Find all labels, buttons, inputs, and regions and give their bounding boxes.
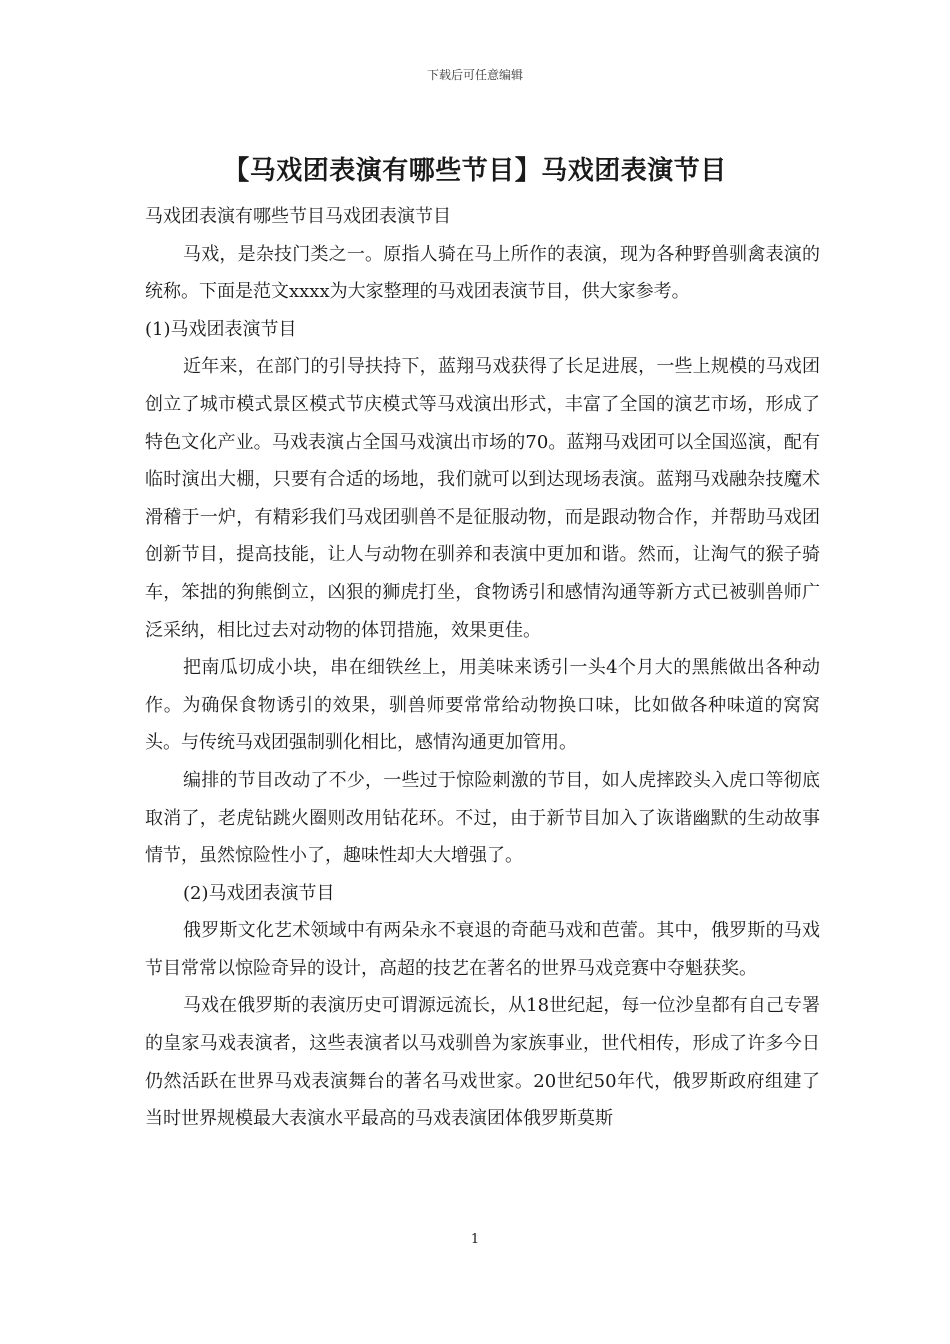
paragraph-3: 编排的节目改动了不少，一些过于惊险刺激的节目，如人虎摔跤头入虎口等彻底取消了，老虎钻跳火圈则改用钻花环。不过，由于新节目加入了诙谐幽默的生动故事情节，虽然惊险性小了，趣味性却大大增强了。	[145, 769, 820, 867]
document-body	[145, 198, 820, 1138]
paragraph-1: 近年来，在部门的引导扶持下，蓝翔马戏获得了长足进展，一些上规模的马戏团创立了城市模式景区模式节庆模式等马戏演出形式，丰富了全国的演艺市场，形成了特色文化产业。马戏表演占全国马戏演出市场的70。蓝翔马戏团可以全国巡演，配有临时演出大棚，只要有合适的场地，我们就可以到达现场表演。蓝翔马戏融杂技魔术滑稽于一炉，有精彩我们马戏团驯兽不是征服动物，而是跟动物合作，并帮助马戏团创新节目，提高技能，让人与动物在驯养和表演中更加和谐。然而，让淘气的猴子骑车，笨拙的狗熊倒立，凶狠的狮虎打坐，食物诱引和感情沟通等新方式已被驯兽师广泛采纳，相比过去对动物的体罚措施，效果更佳。	[145, 356, 820, 641]
page-header: 下载后可任意编辑	[426, 68, 523, 82]
subtitle: 马戏团表演有哪些节目马戏团表演节目	[145, 206, 451, 227]
paragraph-2: 把南瓜切成小块，串在细铁丝上，用美味来诱引一头4个月大的黑熊做出各种动作。为确保食物诱引的效果，驯兽师要常常给动物换口味，比如做各种味道的窝窝头。与传统马戏团强制驯化相比，感情沟通更加管用。	[145, 657, 820, 754]
intro-paragraph: 马戏，是杂技门类之一。原指人骑在马上所作的表演，现为各种野兽驯禽表演的统称。下面是范文xxxx为大家整理的马戏团表演节目，供大家参考。	[145, 243, 820, 303]
section-heading-1: (1)马戏团表演节目	[145, 318, 297, 340]
page-number: 1	[470, 1232, 480, 1247]
paragraph-4: 俄罗斯文化艺术领域中有两朵永不衰退的奇葩马戏和芭蕾。其中，俄罗斯的马戏节目常常以惊险奇异的设计，高超的技艺在著名的世界马戏竞赛中夺魁获奖。	[145, 920, 820, 979]
paragraph-5: 马戏在俄罗斯的表演历史可谓源远流长，从18世纪起，每一位沙皇都有自己专署的皇家马戏表演者，这些表演者以马戏驯兽为家族事业，世代相传，形成了许多今日仍然活跃在世界马戏表演舞台的著名马戏世家。20世纪50年代，俄罗斯政府组建了当时世界规模最大表演水平最高的马戏表演团体俄罗斯莫斯	[145, 995, 820, 1130]
document-title: 【马戏团表演有哪些节目】马戏团表演节目	[223, 156, 727, 186]
section-heading-2: (2)马戏团表演节目	[183, 882, 335, 904]
